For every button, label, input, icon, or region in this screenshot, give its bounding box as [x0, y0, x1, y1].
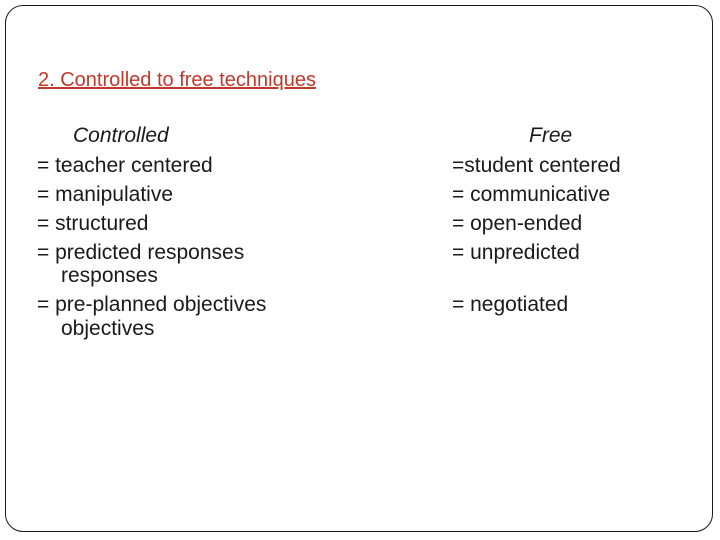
free-item-open-ended: = open-ended: [452, 212, 583, 235]
controlled-item-responses-overlap: responses: [61, 264, 158, 287]
free-item-negotiated: = negotiated: [452, 293, 569, 316]
controlled-item-manipulative: = manipulative: [37, 183, 173, 206]
controlled-item-objectives-overlap: objectives: [61, 317, 155, 340]
controlled-item-teacher-centered: = teacher centered: [37, 154, 213, 177]
free-item-unpredicted: = unpredicted: [452, 241, 580, 264]
controlled-item-structured: = structured: [37, 212, 149, 235]
free-item-student-centered: =student centered: [452, 154, 621, 177]
controlled-item-pre-planned-objectives: = pre-planned objectives: [37, 293, 267, 316]
controlled-heading: Controlled: [73, 124, 169, 147]
free-heading: Free: [529, 124, 573, 147]
free-item-communicative: = communicative: [452, 183, 611, 206]
slide-title: 2. Controlled to free techniques: [38, 69, 316, 91]
controlled-item-predicted-responses: = predicted responses: [37, 241, 245, 264]
